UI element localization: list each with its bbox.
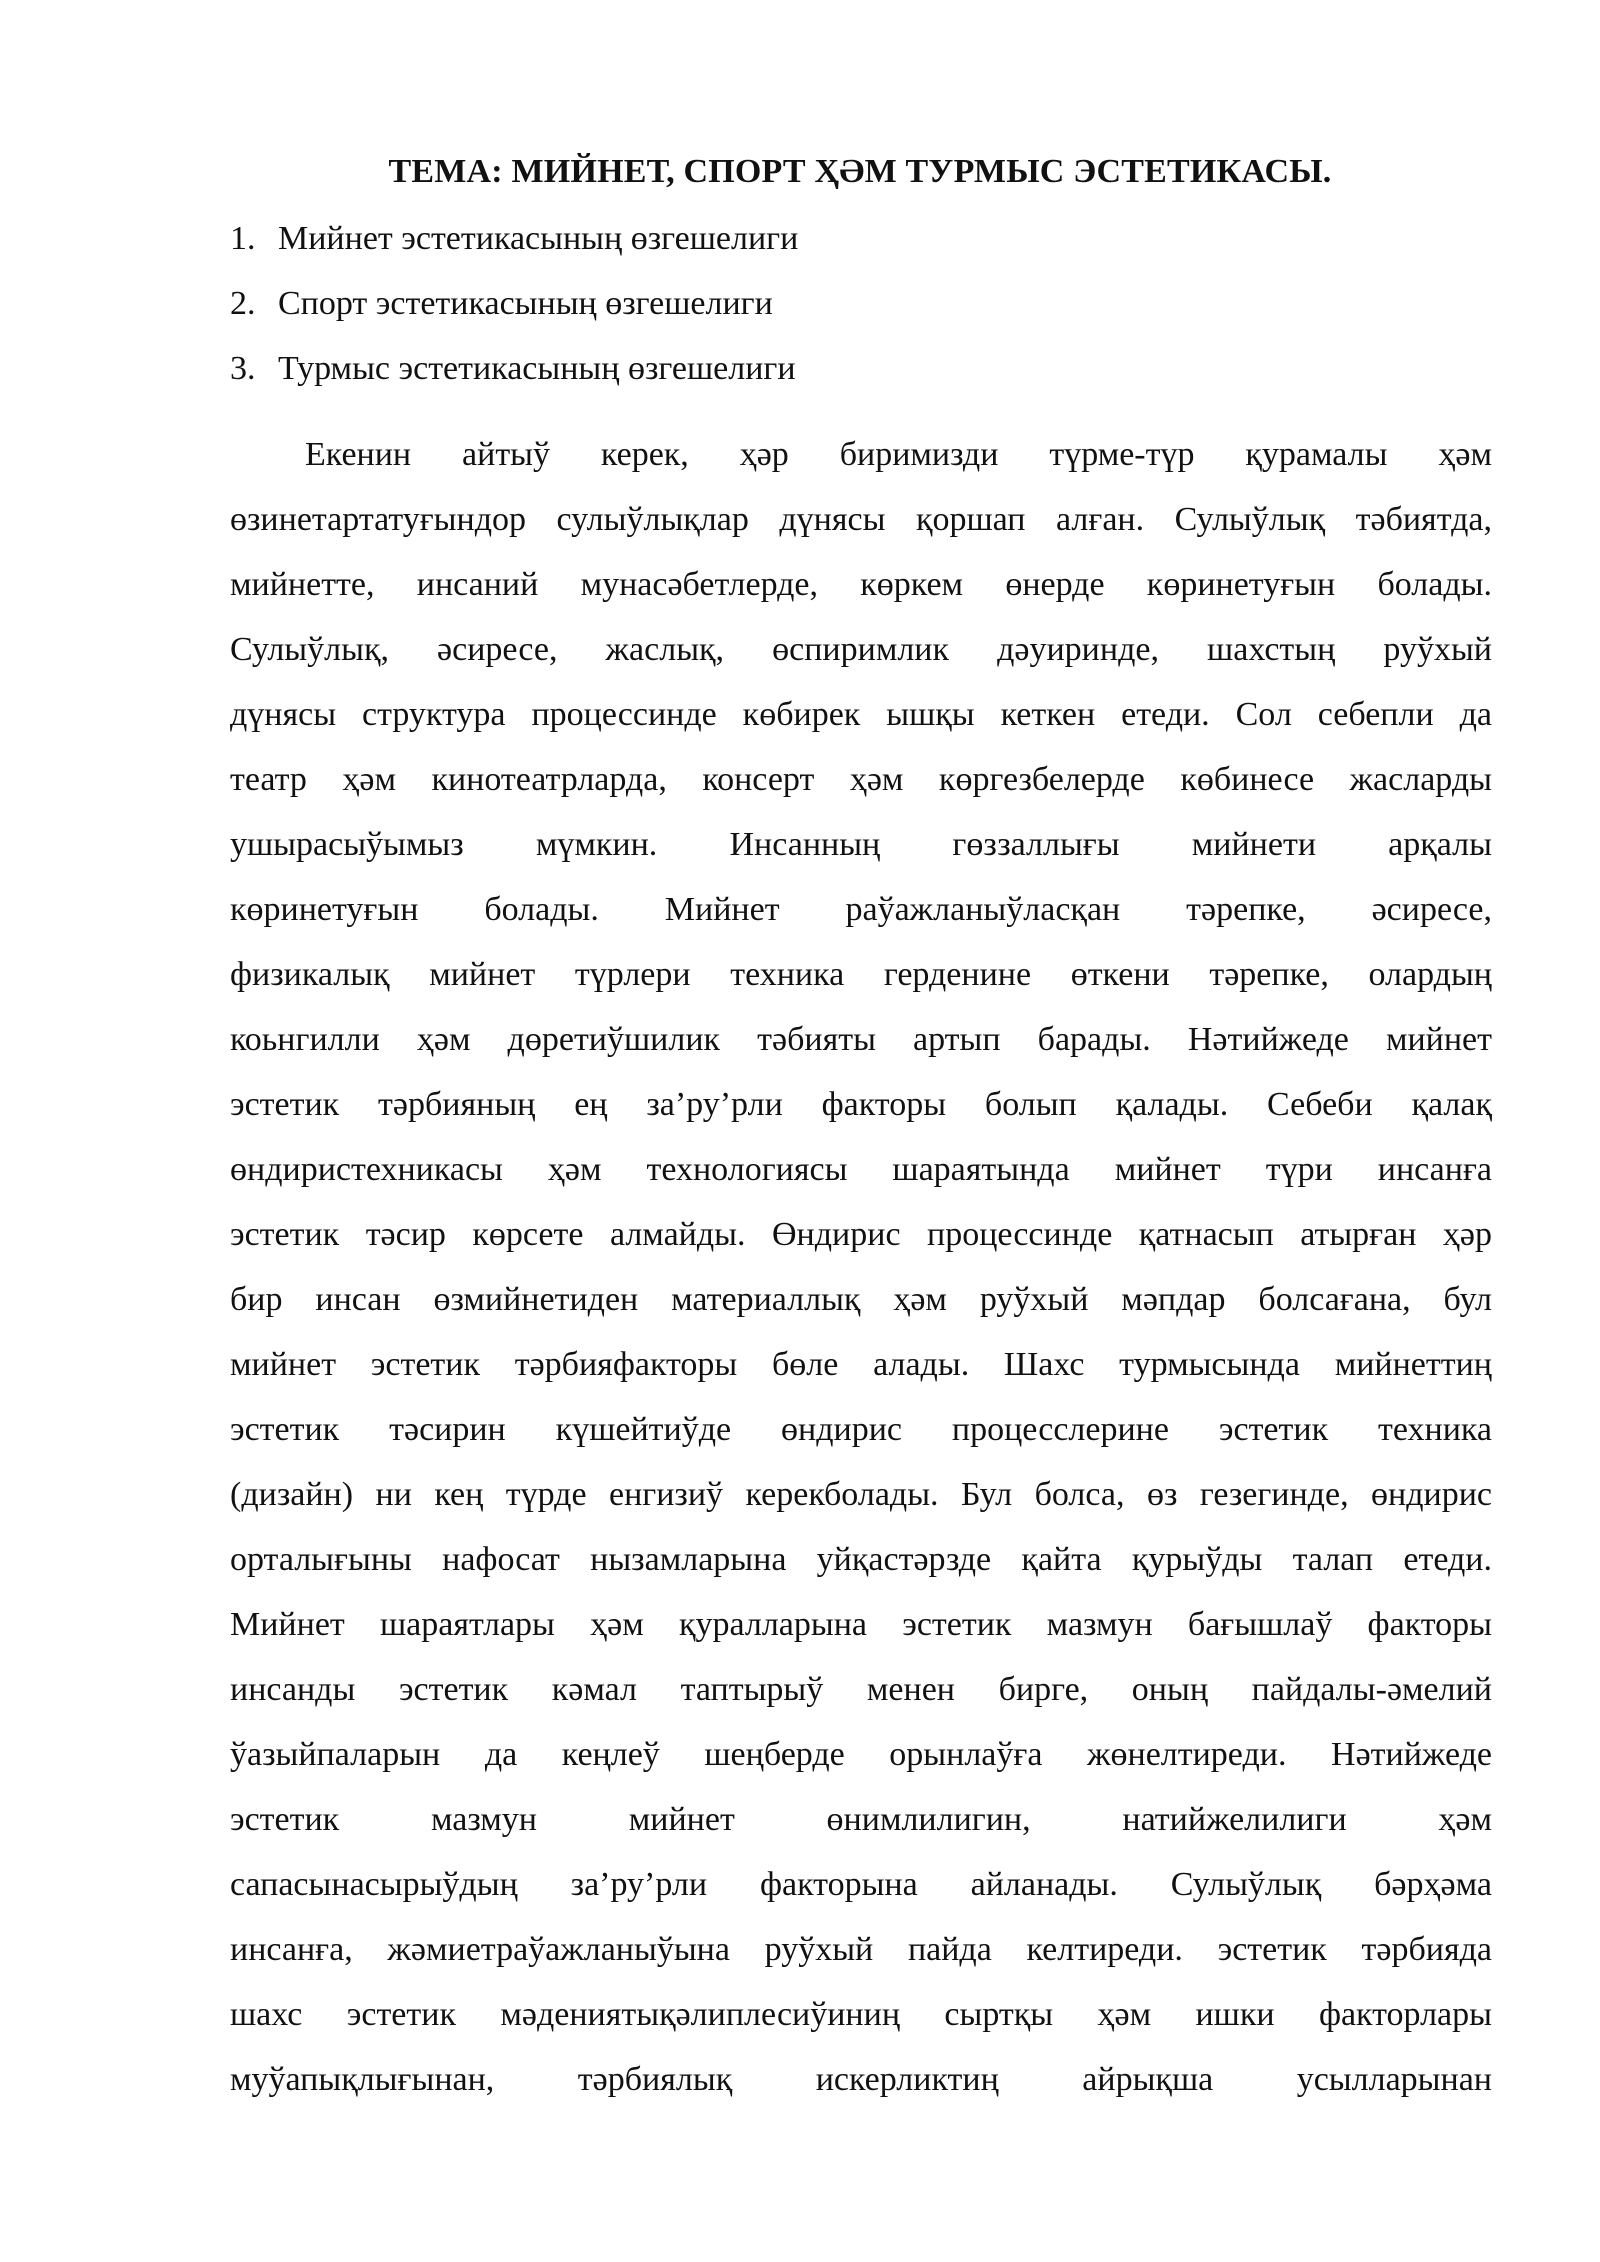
paragraph-line: физикалық мийнет түрлери техника герденине өткени тәрепке, олардың bbox=[230, 956, 1492, 993]
paragraph-line: коьнгилли ҳәм дөретиўшилик тәбияты артып барады. Нәтийжеде мийнет bbox=[230, 1021, 1492, 1058]
document-title: ТЕМА: МИЙНЕТ, СПОРТ ҲӘМ ТУРМЫС ЭСТЕТИКАСЫ. bbox=[388, 153, 1332, 190]
topic-number: 1. bbox=[230, 220, 256, 257]
topic-list-item bbox=[230, 349, 1490, 389]
topic-number: 2. bbox=[230, 285, 256, 322]
paragraph-line: ўазыйпаларын да кеңлеў шеңберде орынлаўға жөнелтиреди. Нәтийжеде bbox=[230, 1736, 1492, 1773]
paragraph-line: көринетуғын болады. Мийнет раўажланыўласқан тәрепке, әсиресе, bbox=[230, 891, 1492, 928]
paragraph-line: Мийнет шараятлары ҳәм қуралларына эстетик мазмун бағышлаў факторы bbox=[230, 1606, 1492, 1643]
paragraph-line: Сулыўлық, әсиресе, жаслық, өспиримлик дәуиринде, шахстың руўхый bbox=[230, 631, 1492, 668]
paragraph-line: инсанды эстетик кәмал таптырыў менен бирге, оның пайдалы-әмелий bbox=[230, 1671, 1492, 1708]
paragraph-line: дүнясы структура процессинде көбирек ышқы кеткен етеди. Сол себепли да bbox=[230, 696, 1492, 733]
paragraph-line: эстетик тәсир көрсете алмайды. Өндирис процессинде қатнасып атырған ҳәр bbox=[230, 1216, 1492, 1253]
paragraph-line: орталығыны нафосат нызамларына уйқастәрзде қайта қурыўды талап етеди. bbox=[230, 1541, 1492, 1578]
topic-list-item bbox=[230, 219, 1490, 259]
body-paragraph bbox=[230, 435, 1492, 2125]
paragraph-line: эстетик тәрбияның ең за’ру’рли факторы болып қалады. Себеби қалақ bbox=[230, 1086, 1492, 1123]
topic-text: Мийнет эстетикасының өзгешелиги bbox=[278, 220, 799, 257]
paragraph-line: муўапықлығынан, тәрбиялық искерликтиң айрықша усылларынан bbox=[230, 2061, 1492, 2098]
topic-text: Турмыс эстетикасының өзгешелиги bbox=[278, 350, 796, 387]
paragraph-line: эстетик мазмун мийнет өнимлилигин, натийжелилиги ҳәм bbox=[230, 1801, 1492, 1838]
paragraph-line: бир инсан өзмийнетиден материаллық ҳәм руўхый мәпдар болсағана, бул bbox=[230, 1281, 1492, 1318]
paragraph-line: шахс эстетик мәдениятықәлиплесиўиниң сыртқы ҳәм ишки факторлары bbox=[230, 1996, 1492, 2033]
topic-text: Спорт эстетикасының өзгешелиги bbox=[278, 285, 773, 322]
paragraph-line: Екенин айтыў керек, ҳәр биримизди түрме-түр қурамалы ҳәм bbox=[305, 436, 1492, 473]
paragraph-line: өзинетартатуғындор сулыўлықлар дүнясы қоршап алған. Сулыўлық тәбиятда, bbox=[230, 501, 1492, 538]
paragraph-line: мийнетте, инсаний мунасәбетлерде, көркем өнерде көринетуғын болады. bbox=[230, 566, 1492, 603]
paragraph-line: мийнет эстетик тәрбияфакторы бөле алады. Шахс турмысында мийнеттиң bbox=[230, 1346, 1492, 1383]
paragraph-line: сапасынасырыўдың за’ру’рли факторына айланады. Сулыўлық бәрҳәма bbox=[230, 1866, 1492, 1903]
paragraph-line: (дизайн) ни кең түрде енгизиў керекболады. Бул болса, өз гезегинде, өндирис bbox=[230, 1476, 1492, 1513]
paragraph-line: инсанға, жәмиетраўажланыўына руўхый пайда келтиреди. эстетик тәрбияда bbox=[230, 1931, 1492, 1968]
topic-list bbox=[230, 219, 1490, 414]
topic-list-item bbox=[230, 284, 1490, 324]
paragraph-line: өндиристехникасы ҳәм технологиясы шараятында мийнет түри инсанға bbox=[230, 1151, 1492, 1188]
paragraph-line: театр ҳәм кинотеатрларда, консерт ҳәм көргезбелерде көбинесе жасларды bbox=[230, 761, 1492, 798]
paragraph-line: ушырасыўымыз мүмкин. Инсанның гөззаллығы мийнети арқалы bbox=[230, 826, 1492, 863]
paragraph-line: эстетик тәсирин күшейтиўде өндирис процесслерине эстетик техника bbox=[230, 1411, 1492, 1448]
topic-number: 3. bbox=[230, 350, 256, 387]
